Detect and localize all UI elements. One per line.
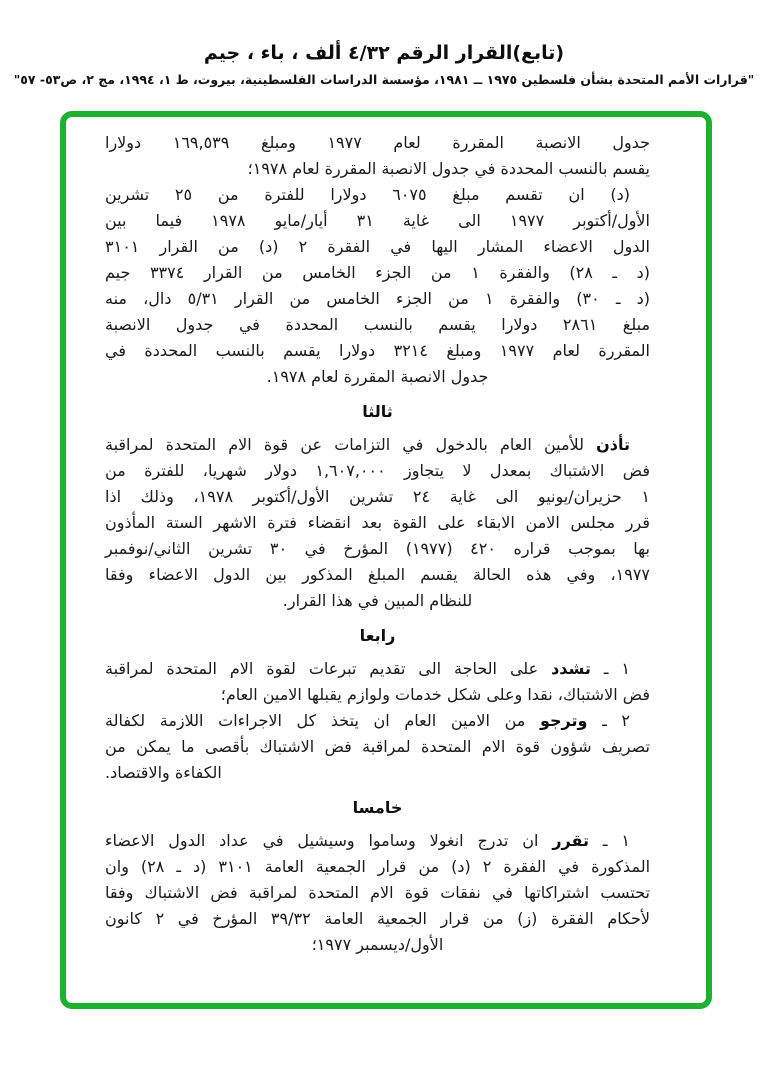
text-line: الدول الاعضاء المشار اليها في الفقرة ٢ (د) من القرار ٣١٠١ — [105, 237, 650, 256]
green-frame — [60, 111, 712, 1009]
text-line: (د ـ ٢٨) والفقرة ١ من الجزء الخامس من القرار ٣٣٧٤ جيم — [105, 263, 651, 282]
text-line: ١ حزيران/يونيو الى غاية ٢٤ تشرين الأول/أكتوبر ١٩٧٨، وذلك اذا — [105, 487, 651, 506]
text-line: مبلغ ٢٨٦١ دولارا يقسم بالنسب المحددة في جدول الانصبة — [105, 315, 651, 334]
text-line: (د) ان تقسم مبلغ ٦٠٧٥ دولارا للفترة من ٢٥ تشرين — [105, 185, 631, 204]
paragraph — [105, 182, 650, 390]
text-line: تحتسب اشتراكاتها في نفقات قوة الام المتحدة لمراقبة فض الاشتباك وفقا — [105, 883, 650, 902]
text-line: ١ ـ تقرر ان تدرج انغولا وساموا وسيشيل في عداد الدول الاعضاء — [105, 831, 631, 850]
text-line: بها بموجب قراره ٤٢٠ (١٩٧٧) المؤرخ في ٣٠ تشرين الثاني/نوفمبر — [105, 539, 651, 558]
text-line: قرر مجلس الامن الابقاء على القوة بعد انقضاء فترة الاشهر الستة المأذون — [105, 513, 650, 532]
text-line: (د ـ ٣٠) والفقرة ١ من الجزء الخامس من القرار ٥/٣١ دال، منه — [105, 289, 650, 308]
text-line: جدول الانصبة المقررة لعام ١٩٧٨. — [266, 367, 489, 386]
section-heading: خامسا — [352, 798, 403, 817]
paragraph — [105, 708, 650, 786]
resolution-body — [105, 130, 650, 958]
text-line: جدول الانصبة المقررة لعام ١٩٧٧ ومبلغ ١٦٩,٥٣٩ دولارا — [105, 133, 651, 152]
text-line: ١ ـ تشدد على الحاجة الى تقديم تبرعات لقوة الام المتحدة لمراقبة — [105, 659, 631, 678]
section-heading: رابعا — [359, 626, 396, 645]
text-line: يقسم بالنسب المحددة في جدول الانصبة المقررة لعام ١٩٧٨؛ — [247, 159, 650, 178]
text-line: الكفاءة والاقتصاد. — [105, 763, 222, 782]
text-line: تصريف شؤون قوة الام المتحدة لمراقبة فض الاشتباك بأقصى ما يمكن من — [105, 737, 650, 756]
text-line: المذكورة في الفقرة ٢ (د) من قرار الجمعية العامة ٣١٠١ (د ـ ٢٨) وان — [105, 857, 651, 876]
paragraph — [105, 828, 650, 958]
text-line: ٢ ـ وترجو من الامين العام ان يتخذ كل الاجراءات اللازمة لكفالة — [105, 711, 630, 730]
text-line: الأول/أكتوبر ١٩٧٧ الى غاية ٣١ أيار/مايو ١٩٧٨ فيما بين — [105, 211, 650, 230]
text-line: لأحكام الفقرة (ز) من قرار الجمعية العامة ٣٩/٣٢ المؤرخ في ٢ كانون — [105, 909, 650, 928]
text-line: فض الاشتباك، نقدا وعلى شكل خدمات ولوازم يقبلها الامين العام؛ — [220, 685, 650, 704]
resolution-title: (تابع)القرار الرقم ٤/٣٢ ألف ، باء ، جيم — [203, 42, 565, 64]
text-line: ١٩٧٧، وفي هذه الحالة يقسم المبلغ المذكور بين الدول الاعضاء وفقا — [105, 565, 650, 584]
text-line: تأذن للأمين العام بالدخول في التزامات عن قوة الام المتحدة لمراقبة — [105, 435, 630, 454]
paragraph — [105, 130, 650, 182]
text-line: المقررة لعام ١٩٧٧ ومبلغ ٣٢١٤ دولارا يقسم بالنسب المحددة في — [105, 341, 650, 360]
text-line: للنظام المبين في هذا القرار. — [282, 591, 473, 610]
text-line: فض الاشتباك بمعدل لا يتجاوز ١,٦٠٧,٠٠٠ دولار شهريا، للفترة من — [105, 461, 651, 480]
paragraph — [105, 656, 650, 708]
page-header — [0, 42, 768, 87]
section-heading: ثالثا — [362, 402, 393, 421]
source-citation: "قرارات الأمم المتحدة بشأن فلسطين ١٩٧٥ ــ ١٩٨١، مؤسسة الدراسات الفلسطينية، بيروت، ط ١، ١٩٩٤، مج ٢، ص٥٣- ٥٧" — [13, 72, 755, 87]
text-line: الأول/ديسمبر ١٩٧٧؛ — [311, 935, 444, 954]
paragraph — [105, 432, 650, 614]
